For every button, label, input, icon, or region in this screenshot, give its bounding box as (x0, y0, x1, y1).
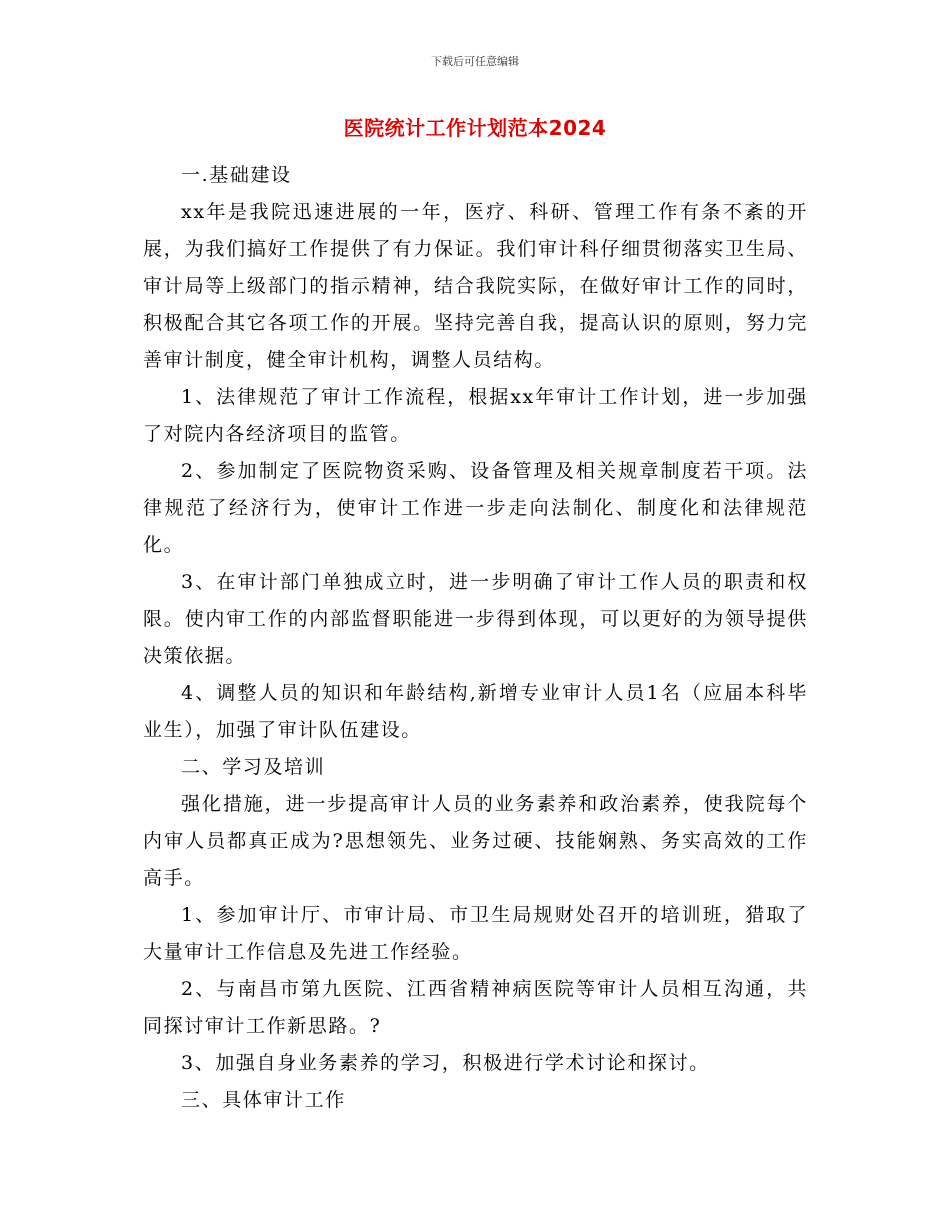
paragraph: 2、参加制定了医院物资采购、设备管理及相关规章制度若干项。法律规范了经济行为，使审计工作进一步走向法制化、制度化和法律规范化。 (143, 460, 808, 556)
section-heading-1: 一.基础建设 (181, 164, 292, 186)
section-heading-2: 二、学习及培训 (181, 756, 326, 778)
section-heading-3: 三、具体审计工作 (181, 1089, 346, 1111)
paragraph: 4、调整人员的知识和年龄结构,新增专业审计人员1名（应届本科毕业生），加强了审计队伍建设。 (143, 682, 808, 741)
paragraph: 3、加强自身业务素养的学习，积极进行学术讨论和探讨。 (181, 1052, 710, 1074)
document-body (143, 157, 808, 1119)
document-title: 医院统计工作计划范本2024 (343, 116, 607, 140)
paragraph: 1、法律规范了审计工作流程，根据xx年审计工作计划，进一步加强了对院内各经济项目的监管。 (143, 386, 808, 445)
paragraph: xx年是我院迅速进展的一年，医疗、科研、管理工作有条不紊的开展，为我们搞好工作提供了有力保证。我们审计科仔细贯彻落实卫生局、审计局等上级部门的指示精神，结合我院实际，在做好审计工作的同时，积极配合其它各项工作的开展。坚持完善自我，提高认识的原则，努力完善审计制度，健全审计机构，调整人员结构。 (143, 201, 808, 371)
paragraph: 3、在审计部门单独成立时，进一步明确了审计工作人员的职责和权限。使内审工作的内部监督职能进一步得到体现，可以更好的为领导提供决策依据。 (143, 571, 808, 667)
paragraph: 1、参加审计厅、市审计局、市卫生局规财处召开的培训班，猎取了大量审计工作信息及先进工作经验。 (143, 904, 808, 963)
paragraph: 2、与南昌市第九医院、江西省精神病医院等审计人员相互沟通，共同探讨审计工作新思路。? (143, 978, 808, 1037)
page-header-note: 下载后可任意编辑 (431, 55, 519, 68)
paragraph: 强化措施，进一步提高审计人员的业务素养和政治素养，使我院每个内审人员都真正成为?思想领先、业务过硬、技能娴熟、务实高效的工作高手。 (143, 793, 808, 889)
